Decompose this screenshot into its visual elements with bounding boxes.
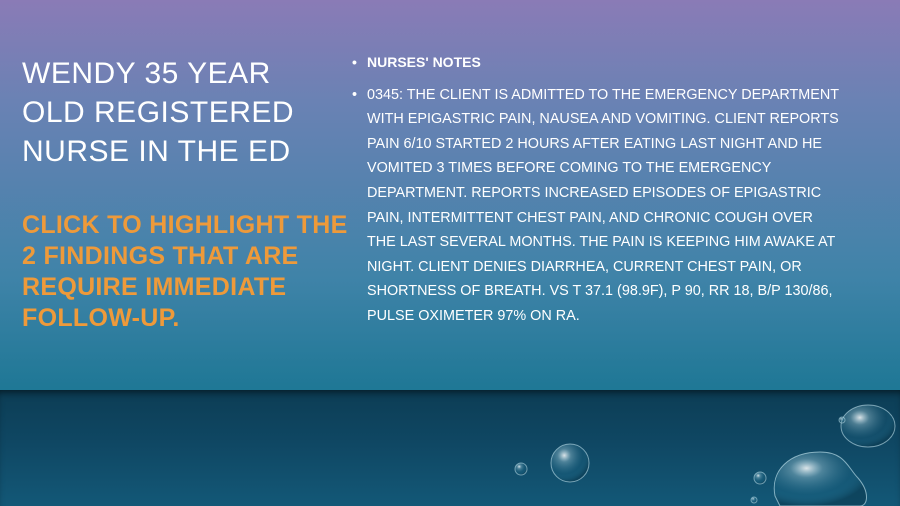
nurses-notes-entry-text[interactable]: 0345: THE CLIENT IS ADMITTED TO THE EMERGENCY DEPARTMENT WITH EPIGASTRIC PAIN, NAUSEA AND VOMITING. CLIENT REPORTS PAIN 6/10 STARTED 2 HOURS AFTER EATING LAST NIGHT AND HE VOMITED 3 TIMES BEFORE COMING TO THE EMERGENCY DEPARTMENT. REPORTS INCREASED EPISODES OF EPIGASTRIC PAIN, INTERMITTENT CHEST PAIN, AND CHRONIC COUGH OVER THE LAST SEVERAL MONTHS. THE PAIN IS KEEPING HIM AWAKE AT NIGHT. CLIENT DENIES DIARRHEA, CURRENT CHEST PAIN, OR SHORTNESS OF BREATH. VS T 37.1 (98.9F), P 90, RR 18, B/P 130/86, PULSE OXIMETER 97% ON RA. (367, 86, 839, 324)
bullet-icon: • (352, 54, 357, 70)
nurses-notes-list (352, 50, 842, 329)
nurses-notes-heading (352, 50, 842, 75)
nurses-notes-heading-text: NURSES' NOTES (367, 54, 481, 70)
instruction-prompt: CLICK TO HIGHLIGHT THE 2 FINDINGS THAT ARE REQUIRE IMMEDIATE FOLLOW-UP. (22, 211, 348, 332)
bullet-icon: • (352, 86, 358, 103)
nurses-notes-entry[interactable] (352, 83, 842, 329)
water-band (0, 390, 900, 506)
slide-title: WENDY 35 YEAR OLD REGISTERED NURSE IN THE ED (22, 57, 295, 168)
